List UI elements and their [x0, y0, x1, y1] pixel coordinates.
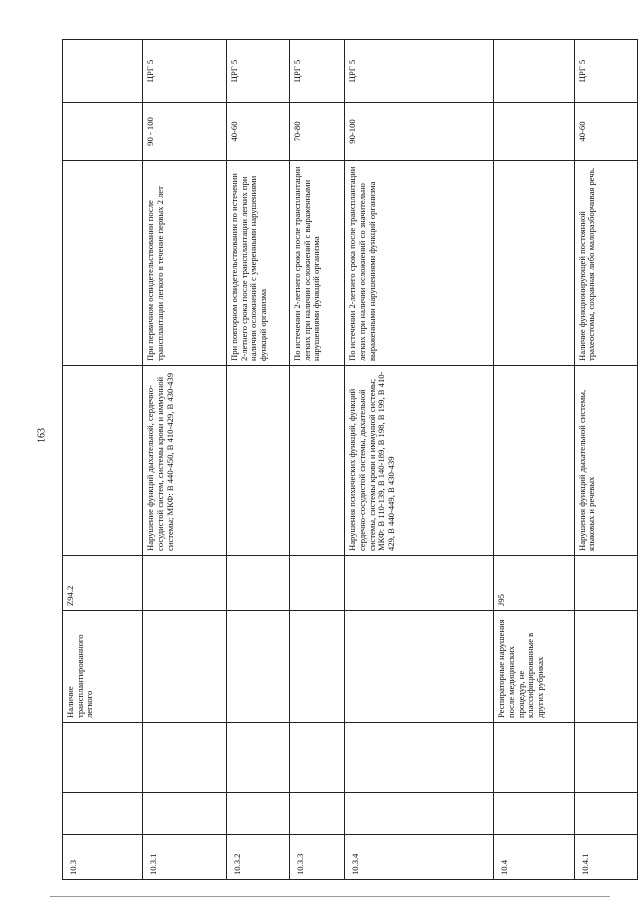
table-row	[494, 40, 574, 880]
row-code-cell: 10.3.3	[290, 835, 345, 880]
criteria-cell	[63, 161, 143, 366]
rotated-table-sheet	[62, 40, 638, 880]
condition-name-cell	[227, 611, 290, 723]
percent-cell: 90 - 100	[143, 103, 227, 161]
document-cell: ЦРГ 5	[290, 40, 345, 103]
row-code-cell: 10.3.4	[345, 835, 494, 880]
criteria-cell: При первичном освидетельствовании после трансплантации легкого в течение первых 2 лет	[143, 161, 227, 366]
empty-cell	[290, 723, 345, 793]
empty-cell	[227, 723, 290, 793]
dysfunction-cell	[290, 366, 345, 556]
icd-code-cell	[290, 556, 345, 611]
table-row	[63, 40, 143, 880]
dysfunction-cell: Нарушения психических функций, функций сердечно-сосудистой системы, дыхательной системы, системы крови и иммунной системы; МКФ: В 110-139, В 140-189, В 198, В 199, В 410-429, В 440-449, В 430-439	[345, 366, 494, 556]
empty-cell	[494, 723, 574, 793]
criteria-cell: Наличие функционирующей постоянной трахеостомы, сохранная либо малоразборчивая речь.	[574, 161, 637, 366]
dysfunction-cell	[63, 366, 143, 556]
table-row	[227, 40, 290, 880]
table-row	[345, 40, 494, 880]
dysfunction-cell	[227, 366, 290, 556]
row-code-cell: 10.3.2	[227, 835, 290, 880]
condition-name-cell: Респираторные нарушения после медицинских процедур, не классифицированные в других рубриках	[494, 611, 574, 723]
condition-name-cell	[290, 611, 345, 723]
icd-code-cell: J95	[494, 556, 574, 611]
criteria-cell: При повторном освидетельствовании по истечении 2-летнего срока после трансплантации легких при наличии осложнений с умеренными нарушениями функций организма	[227, 161, 290, 366]
dysfunction-cell	[494, 366, 574, 556]
document-cell: ЦРГ 5	[345, 40, 494, 103]
icd-code-cell	[345, 556, 494, 611]
empty-cell	[63, 723, 143, 793]
percent-cell: 40-60	[227, 103, 290, 161]
row-code-cell: 10.3.1	[143, 835, 227, 880]
table-row	[143, 40, 227, 880]
criteria-cell: По истечении 2-летнего срока после трансплантации легких при наличии осложнений со значительно выраженными нарушениями функций организма	[345, 161, 494, 366]
percent-cell: 70-80	[290, 103, 345, 161]
document-cell: ЦРГ 5	[227, 40, 290, 103]
empty-cell	[574, 723, 637, 793]
page-edge-line	[50, 896, 610, 897]
condition-name-cell	[345, 611, 494, 723]
condition-name-cell	[143, 611, 227, 723]
condition-name-cell	[574, 611, 637, 723]
empty-cell	[143, 793, 227, 835]
dysfunction-cell: Нарушение функций дыхательной, сердечно-сосудистой систем, системы крови и иммунной системы; МКФ: В 440-450, В 410-429, В 430-439	[143, 366, 227, 556]
row-code-cell: 10.4.1	[574, 835, 637, 880]
empty-cell	[574, 793, 637, 835]
empty-cell	[290, 793, 345, 835]
percent-cell	[494, 103, 574, 161]
empty-cell	[227, 793, 290, 835]
empty-cell	[494, 793, 574, 835]
criteria-cell: По истечении 2-летнего срока после трансплантации легких при наличии осложнений с выраженными нарушениями функций организма	[290, 161, 345, 366]
document-cell: ЦРГ 5	[574, 40, 637, 103]
table-row	[574, 40, 637, 880]
page-number: 163	[36, 428, 48, 443]
percent-cell	[63, 103, 143, 161]
icd-code-cell	[143, 556, 227, 611]
empty-cell	[143, 723, 227, 793]
criteria-cell	[494, 161, 574, 366]
disability-criteria-table	[62, 39, 638, 880]
percent-cell: 40-60	[574, 103, 637, 161]
empty-cell	[345, 723, 494, 793]
document-cell	[63, 40, 143, 103]
row-code-cell: 10.4	[494, 835, 574, 880]
condition-name-cell: Наличие трансплантированного легкого	[63, 611, 143, 723]
empty-cell	[63, 793, 143, 835]
icd-code-cell	[574, 556, 637, 611]
table-row	[290, 40, 345, 880]
document-cell	[494, 40, 574, 103]
dysfunction-cell: Нарушения функций дыхательной системы, языковых и речевых	[574, 366, 637, 556]
icd-code-cell: Z94.2	[63, 556, 143, 611]
row-code-cell: 10.3	[63, 835, 143, 880]
document-cell: ЦРГ 5	[143, 40, 227, 103]
icd-code-cell	[227, 556, 290, 611]
empty-cell	[345, 793, 494, 835]
percent-cell: 90-100	[345, 103, 494, 161]
